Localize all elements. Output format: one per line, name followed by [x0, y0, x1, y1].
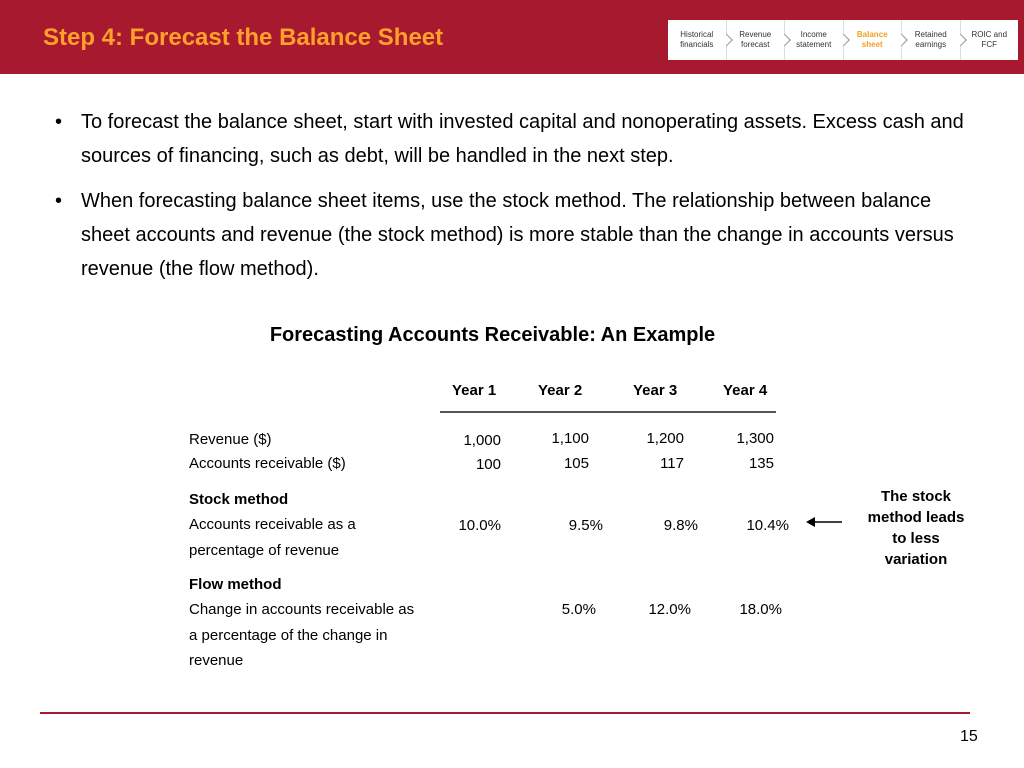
cell-flow-year-2: 5.0% — [561, 601, 596, 618]
page-title: Step 4: Forecast the Balance Sheet — [43, 24, 444, 51]
step-historical-financials: Historical financials — [668, 20, 727, 60]
cell-ar-year-1: 100 — [475, 456, 501, 473]
step-balance-sheet: Balance sheet — [844, 20, 903, 60]
footer-divider — [40, 712, 970, 714]
cell-flow-year-4: 18.0% — [739, 601, 782, 618]
column-header-year-4: Year 4 — [723, 382, 768, 399]
bullet-icon: • — [55, 190, 63, 212]
title-bar — [0, 0, 1024, 74]
row-label-revenue: Revenue ($) — [189, 431, 272, 448]
step-revenue-forecast: Revenue forecast — [727, 20, 786, 60]
cell-ar-year-4: 135 — [748, 455, 774, 472]
section-heading-stock-method: Stock method — [189, 491, 289, 508]
bullet-item: • To forecast the balance sheet, start with invested capital and nonoperating assets. Excess cash and sources of financing, such as debt, will be handled in the next step. — [55, 105, 985, 173]
section-heading-flow-method: Flow method — [189, 576, 282, 593]
cell-revenue-year-2: 1,100 — [551, 430, 589, 447]
example-title: Forecasting Accounts Receivable: An Example — [269, 324, 716, 346]
callout-note: The stock method leads to less variation — [867, 488, 965, 568]
row-label-flow-line-3: revenue — [189, 652, 244, 669]
process-step-tracker — [668, 20, 1018, 60]
arrow-left-icon — [806, 515, 842, 529]
cell-revenue-year-3: 1,200 — [646, 430, 684, 447]
cell-stock-year-3: 9.8% — [663, 517, 698, 534]
cell-stock-year-1: 10.0% — [458, 517, 501, 534]
step-roic-fcf: ROIC and FCF — [971, 30, 1008, 49]
row-label-flow-line-2: a percentage of the change in — [189, 627, 388, 644]
row-label-accounts-receivable: Accounts receivable ($) — [189, 455, 346, 472]
cell-revenue-year-1: 1,000 — [463, 432, 501, 449]
cell-revenue-year-4: 1,300 — [736, 430, 774, 447]
cell-stock-year-2: 9.5% — [568, 517, 603, 534]
page-number: 15 — [960, 728, 978, 745]
cell-ar-year-3: 117 — [660, 455, 684, 472]
row-label-stock-line-1: Accounts receivable as a — [189, 516, 356, 533]
column-header-year-1: Year 1 — [452, 382, 497, 399]
step-retained-earnings: Retained earnings — [902, 20, 961, 60]
cell-stock-year-4: 10.4% — [746, 517, 789, 534]
column-header-year-3: Year 3 — [633, 382, 678, 399]
cell-ar-year-2: 105 — [563, 455, 589, 472]
column-header-year-2: Year 2 — [538, 382, 583, 399]
bullet-list — [55, 105, 985, 297]
row-label-stock-line-2: percentage of revenue — [189, 542, 340, 559]
bullet-item: • When forecasting balance sheet items, use the stock method. The relationship between balance sheet accounts and revenue (the stock method) is more stable than the change in accounts versus revenue (the flow method). — [55, 184, 985, 286]
step-income-statement: Income statement — [785, 20, 844, 60]
bullet-icon: • — [55, 111, 63, 133]
row-label-flow-line-1: Change in accounts receivable as — [189, 601, 415, 618]
header-divider — [440, 411, 776, 413]
cell-flow-year-3: 12.0% — [648, 601, 691, 618]
